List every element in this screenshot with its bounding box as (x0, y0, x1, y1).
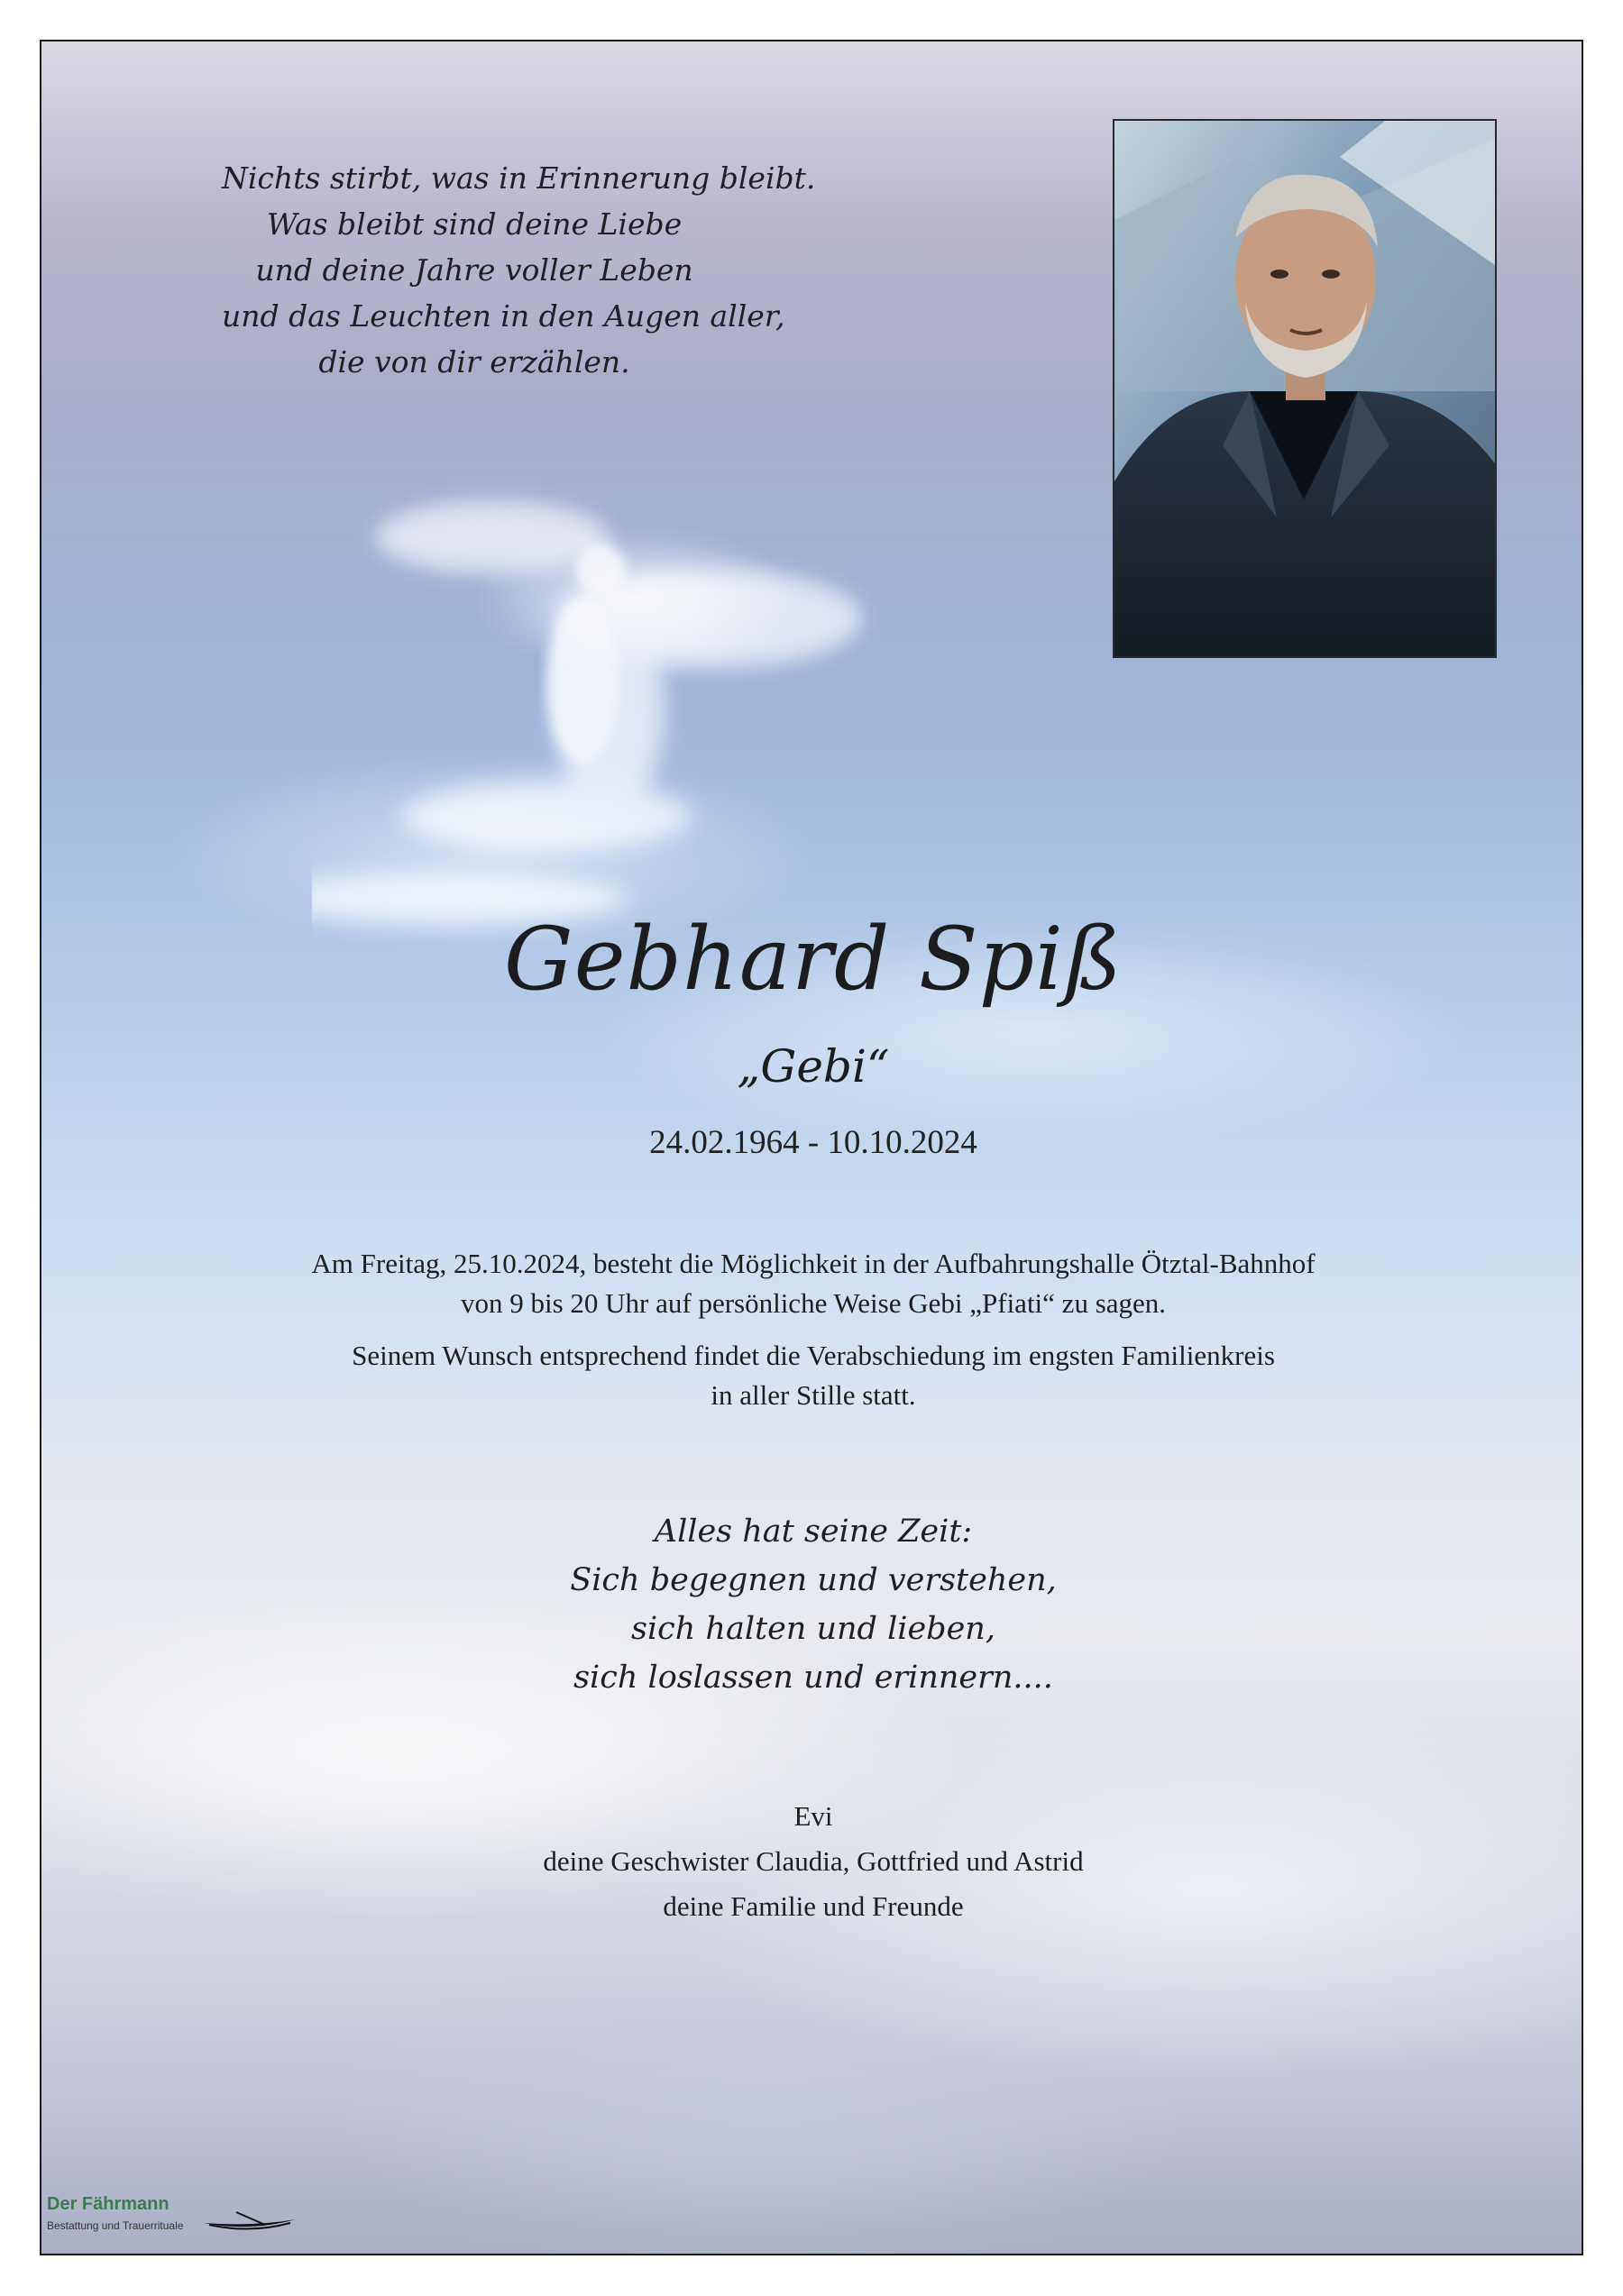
closing-quote-line: sich loslassen und erinnern.... (573, 1660, 1053, 1696)
closing-quote-line: Sich begegnen und verstehen, (570, 1562, 1057, 1598)
closing-quote (41, 1507, 1583, 1702)
opening-quote-line: die von dir erzählen. (318, 344, 630, 380)
notice-paragraph (41, 1244, 1583, 1323)
obituary-card (40, 40, 1583, 2255)
notice-paragraph (41, 1336, 1583, 1415)
funeral-home-logo (47, 2194, 317, 2248)
mourners-list (41, 1794, 1583, 1929)
notice-line: von 9 bis 20 Uhr auf persönliche Weise Gebi „Pfiati“ zu sagen. (460, 1287, 1167, 1319)
opening-quote-line: und deine Jahre voller Leben (255, 252, 693, 288)
notice-line: Am Freitag, 25.10.2024, besteht die Möglichkeit in der Aufbahrungshalle Ötztal-Bahnhof (311, 1248, 1316, 1279)
mourner-line: deine Geschwister Claudia, Gottfried und Astrid (543, 1845, 1084, 1877)
opening-quote-line: Nichts stirbt, was in Erinnerung bleibt. (222, 160, 816, 196)
boat-icon (200, 2207, 299, 2234)
portrait-illustration (1114, 121, 1495, 656)
opening-quote-line: und das Leuchten in den Augen aller, (222, 298, 785, 334)
logo-subtitle: Bestattung und Trauerrituale (47, 2219, 184, 2232)
opening-quote-line: Was bleibt sind deine Liebe (266, 206, 683, 242)
closing-quote-line: sich halten und lieben, (631, 1611, 995, 1647)
notice-line: Seinem Wunsch entsprechend findet die Verabschiedung im engsten Familienkreis (352, 1340, 1275, 1371)
deceased-nickname: „Gebi“ (737, 1040, 890, 1093)
notice-line: in aller Stille statt. (711, 1379, 916, 1411)
deceased-name: Gebhard Spiß (504, 909, 1123, 1010)
opening-quote (222, 155, 816, 385)
mourner-line: deine Familie und Freunde (663, 1890, 964, 1922)
closing-quote-line: Alles hat seine Zeit: (654, 1514, 973, 1550)
mourner-line: Evi (793, 1800, 833, 1832)
logo-name: Der Fährmann (47, 2194, 170, 2214)
funeral-notice (41, 1244, 1583, 1428)
portrait-photo (1113, 119, 1497, 658)
life-dates: 24.02.1964 - 10.10.2024 (649, 1124, 977, 1161)
angel-cloud-image (312, 474, 1123, 943)
